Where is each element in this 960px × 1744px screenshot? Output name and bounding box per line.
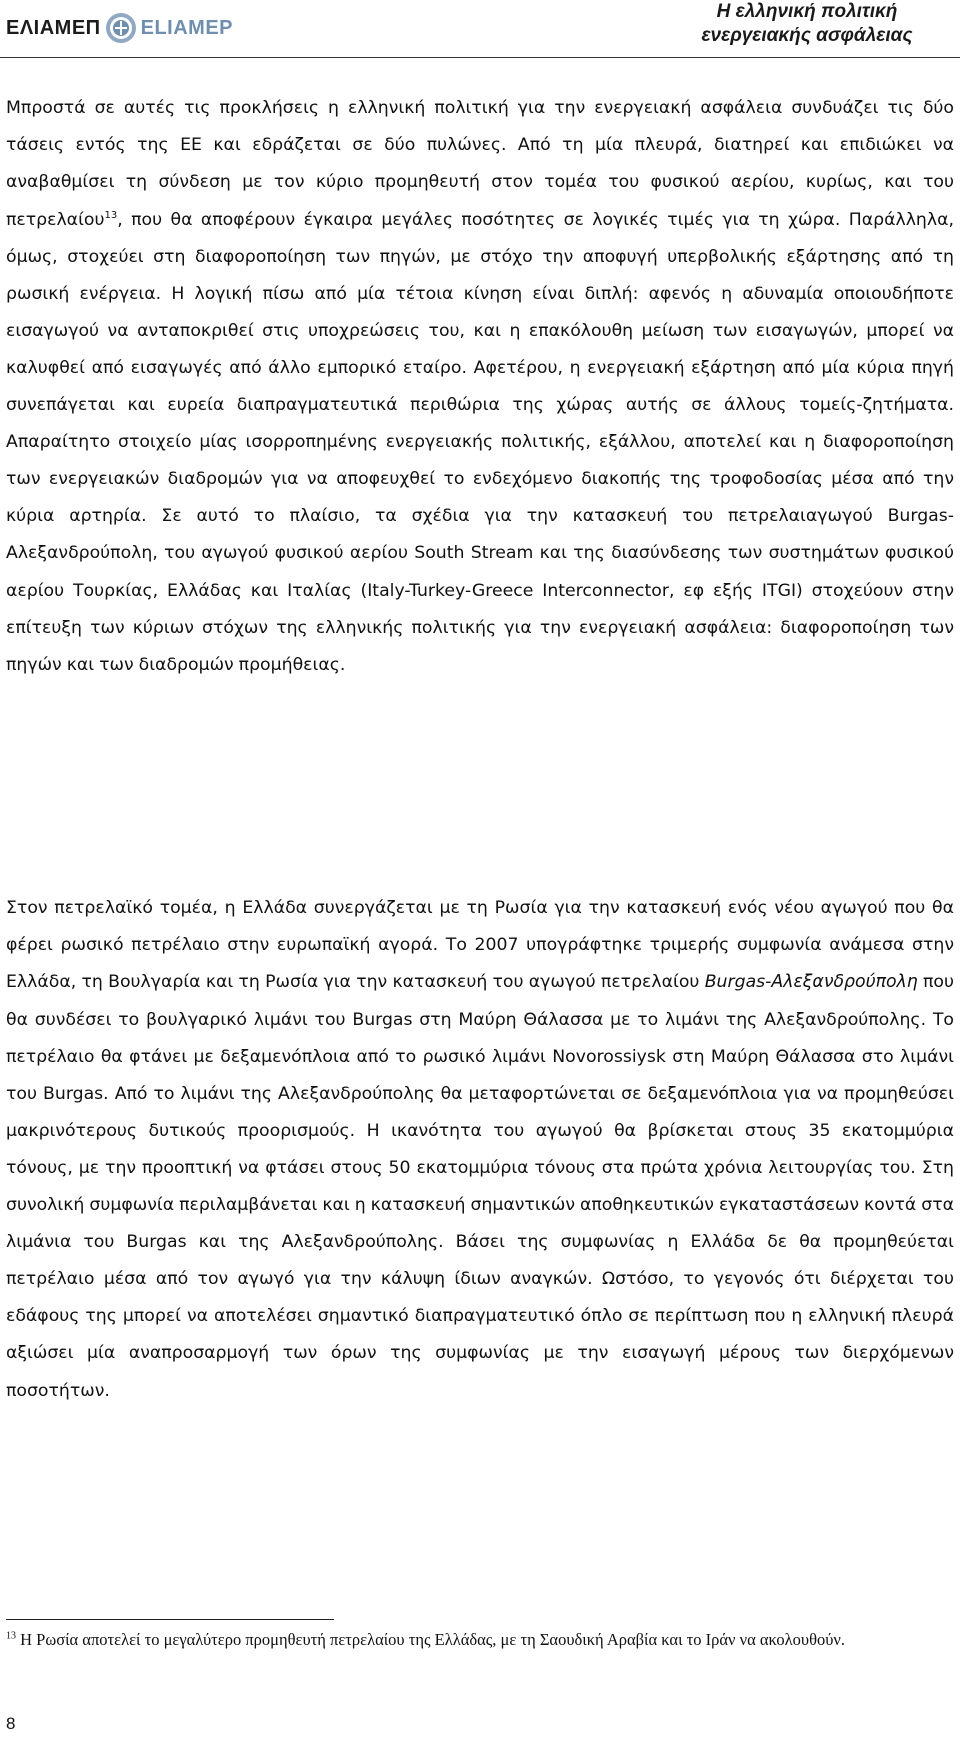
eliamep-logo — [6, 10, 233, 46]
paragraph-1-text-a: Μπροστά σε αυτές τις προκλήσεις η ελληνική πολιτική για την ενεργειακή ασφάλεια συνδυάζει τις δύο τάσεις εντός της ΕΕ και εδράζεται σε δύο πυλώνες. Από τη μία πλευρά, διατηρεί και επιδιώκει να αναβαθμίσει τη σύνδεση με τον κύριο προμηθευτή στον τομέα του φυσικού αερίου, κυρίως, και του πετρελαίου — [6, 98, 954, 230]
footnote-divider — [6, 1619, 334, 1620]
footnote-reference-13[interactable]: 13 — [104, 209, 118, 221]
paragraph-2-text-a: Στον πετρελαϊκό τομέα, η Ελλάδα συνεργάζεται με τη Ρωσία για την κατασκευή ενός νέου αγωγού που θα φέρει ρωσικό πετρέλαιο στην ευρωπαϊκή αγορά. Το 2007 υπογράφτηκε τριμερής συμφωνία ανάμεσα στην Ελλάδα, τη Βουλγαρία και τη Ρωσία για την κατασκευή του αγωγού πετρελαίου — [6, 898, 954, 993]
paragraph-2-italic-pipeline: Burgas-Αλεξανδρούπολη — [704, 972, 918, 993]
paragraph-2-text-b: που θα συνδέσει το βουλγαρικό λιμάνι του Burgas στη Μαύρη Θάλασσα με το λιμάνι της Αλεξανδρούπολης. Το πετρέλαιο θα φτάνει με δεξαμενόπλοια από το ρωσικό λιμάνι Novorossiysk στη Μαύρη Θάλασσα στο λιμάνι του Burgas. Από το λιμάνι της Αλεξανδρούπολης θα μεταφορτώνεται σε δεξαμενόπλοια για να προμηθεύσει μακρινότερους δυτικούς προορισμούς. Η ικανότητα του αγωγού θα βρίσκεται στους 35 εκατομμύρια τόνους, με την προοπτική να φτάσει στους 50 εκατομμύρια τόνους στα πρώτα χρόνια λειτουργίας του. Στη συνολική συμφωνία περιλαμβάνεται και η κατασκευή σημαντικών αποθηκευτικών εγκαταστάσεων κοντά στα λιμάνια του Burgas και της Αλεξανδρούπολης. Βάσει της συμφωνίας η Ελλάδα δε θα προμηθεύεται πετρέλαιο μέσα από τον αγωγό για την κάλυψη ίδιων αναγκών. Ωστόσο, το γεγονός ότι διέρχεται του εδάφους της μπορεί να αποτελέσει σημαντικό διαπραγματευτικό όπλο σε περίπτωση που η ελληνική πλευρά αξιώσει μία αναπροσαρμογή των όρων της συμφωνίας με την εισαγωγή μέρους των διερχόμενων ποσοτήτων. — [6, 972, 954, 1401]
footnote-text: Η Ρωσία αποτελεί το μεγαλύτερο προμηθευτή πετρελαίου της Ελλάδας, με τη Σαουδική Αραβία και το Ιράν να ακολουθούν. — [16, 1630, 846, 1649]
header-divider — [0, 57, 960, 58]
footnote-13 — [6, 1628, 954, 1652]
running-header-title: Η ελληνική πολιτική ενεργειακής ασφάλειας — [701, 1, 913, 46]
page-header — [0, 0, 960, 62]
body-paragraph-1 — [6, 90, 954, 684]
paragraph-1-text-b: , που θα αποφέρουν έγκαιρα μεγάλες ποσότητες σε λογικές τιμές για τη χώρα. Παράλληλα, όμως, στοχεύει στη διαφοροποίηση των πηγών, με στόχο την αποφυγή υπερβολικής εξάρτησης από τη ρωσική ενέργεια. Η λογική πίσω από μία τέτοια κίνηση είναι διπλή: αφενός η αδυναμία οποιουδήποτε εισαγωγού να ανταποκριθεί στις υποχρεώσεις του, και η επακόλουθη μείωση των εισαγωγών, μπορεί να καλυφθεί από εισαγωγές από άλλο εμπορικό εταίρο. Αφετέρου, η ενεργειακή εξάρτηση από μία κύρια πηγή συνεπάγεται και ευρεία διαπραγματευτικά περιθώρια της χώρας αυτής σε άλλους τομείς-ζητήματα. Απαραίτητο στοιχείο μίας ισορροπημένης ενεργειακής πολιτικής, εξάλλου, αποτελεί και η διαφοροποίηση των ενεργειακών διαδρομών για να αποφευχθεί το ενδεχόμενο διακοπής της τροφοδοσίας μέσα από την κύρια αρτηρία. Σε αυτό το πλαίσιο, τα σχέδια για την κατασκευή του πετρελαιαγωγού Burgas-Αλεξανδρούπολη, του αγωγού φυσικού αερίου South Stream και της διασύνδεσης των συστημάτων φυσικού αερίου Τουρκίας, Ελλάδας και Ιταλίας (Italy-Turkey-Greece Interconnector, εφ εξής ITGI) στοχεύουν στην επίτευξη των κύριων στόχων της ελληνικής πολιτικής για την ενεργειακή ασφάλεια: διαφοροποίηση των πηγών και των διαδρομών προμήθειας. — [6, 209, 954, 675]
logo-text-english: ELIAMEP — [140, 16, 234, 39]
page-number: 8 — [6, 1714, 16, 1733]
logo-text-greek: ΕΛΙΑΜΕΠ — [6, 16, 101, 39]
eliamep-emblem-icon — [105, 12, 137, 44]
body-paragraph-2 — [6, 890, 954, 1409]
footnote-number: 13 — [6, 1630, 16, 1642]
